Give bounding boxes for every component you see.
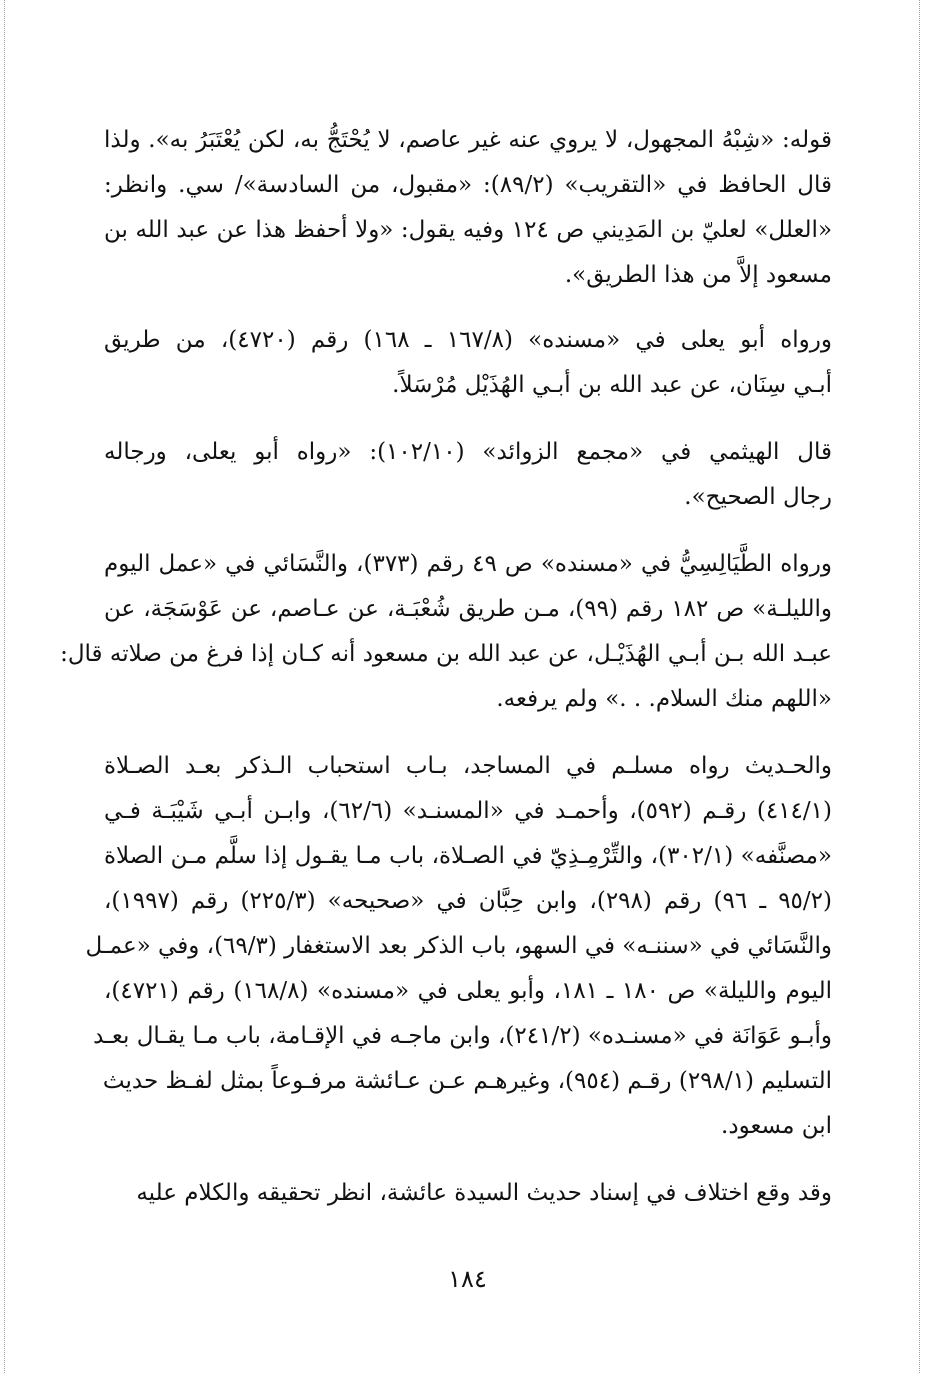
text-line: ابن مسعود. [721, 1113, 832, 1139]
text-line: ورواه أبو يعلى في «مسنده» (١٦٧/٨ ـ ١٦٨) رقم (٤٧٢٠)، من طريق [104, 327, 832, 353]
text-line: قوله: «شِبْهُ المجهول، لا يروي عنه غير عاصم، لا يُحْتَجُّ به، لكن يُعْتَبَرُ به». ولذا [104, 127, 832, 153]
text-line: «العلل» لعليّ بن المَدِيني ص ١٢٤ وفيه يقول: «ولا أحفظ هذا عن عبد الله بن [104, 217, 833, 243]
text-line: «اللهم منك السلام. . .» ولم يرفعه. [496, 686, 832, 712]
text-line: قال الهيثمي في «مجمع الزوائد» (١٠٢/١٠): «رواه أبو يعلى، ورجاله [104, 439, 832, 465]
text-line: التسليم (٢٩٨/١) رقـم (٩٥٤)، وغيرهـم عـن عـائشة مرفـوعاً بمثل لفـظ حديث [102, 1068, 832, 1094]
text-line: (٤١٤/١) رقـم (٥٩٢)، وأحمـد في «المسنـد» (٦٢/٦)، وابـن أبـي شَيْبَـة فـي [104, 798, 832, 824]
text-line: «مصنَّفه» (٣٠٢/١)، والتِّرْمِـذِيّ في الصـلاة، باب مـا يقـول إذا سلَّم مـن الصلاة [104, 843, 832, 869]
paragraph [104, 118, 832, 298]
text-line: وأبـو عَوَانَة في «مسنـده» (٢٤١/٢)، وابن ماجـه في الإقـامة، باب مـا يقـال بعـد [93, 1023, 832, 1049]
text-line: عبـد الله بـن أبـي الهُذَيْـل، عن عبد الله بن مسعود أنه كـان إذا فرغ من صلاته قال: [60, 641, 832, 667]
text-line: والحـديث رواه مسلـم في المساجد، بـاب استحباب الـذكر بعـد الصـلاة [104, 753, 832, 779]
paragraph [60, 542, 832, 722]
paragraph [85, 744, 832, 1149]
text-line: وقد وقع اختلاف في إسناد حديث السيدة عائشة، انظر تحقيقه والكلام عليه [136, 1180, 832, 1206]
text-line: والليلـة» ص ١٨٢ رقم (٩٩)، مـن طريق شُعْبَـة، عن عـاصم، عن عَوْسَجَة، عن [104, 596, 832, 622]
paragraph [104, 1171, 832, 1216]
scan-edge-right [919, 0, 920, 1373]
text-line: قال الحافظ في «التقريب» (٨٩/٢): «مقبول، من السادسة»/ سي. وانظر: [104, 172, 833, 198]
text-line: اليوم والليلة» ص ١٨٠ ـ ١٨١، وأبو يعلى في «مسنده» (١٦٨/٨) رقم (٤٧٢١)، [104, 978, 832, 1004]
paragraph [104, 318, 832, 408]
text-line: (٩٥/٢ ـ ٩٦) رقم (٢٩٨)، وابن حِبَّان في «صحيحه» (٢٢٥/٣) رقم (١٩٩٧)، [104, 888, 832, 914]
text-line: والنَّسَائي في «سننـه» في السهو، باب الذكر بعد الاستغفار (٦٩/٣)، وفي «عمـل [85, 933, 832, 959]
text-line: أبـي سِنَان، عن عبد الله بن أبـي الهُذَيْل مُرْسَلاً. [392, 372, 832, 398]
text-line: مسعود إلاَّ من هذا الطريق». [564, 262, 832, 288]
text-line: ورواه الطَّيَالِسِيُّ في «مسنده» ص ٤٩ رقم (٣٧٣)، والنَّسَائي في «عمل اليوم [104, 551, 832, 577]
scan-edge-left [4, 0, 5, 1373]
text-line: رجال الصحيح». [684, 484, 832, 510]
page-number: ١٨٤ [448, 1265, 487, 1293]
paragraph [104, 430, 832, 520]
page-body [60, 118, 833, 1216]
